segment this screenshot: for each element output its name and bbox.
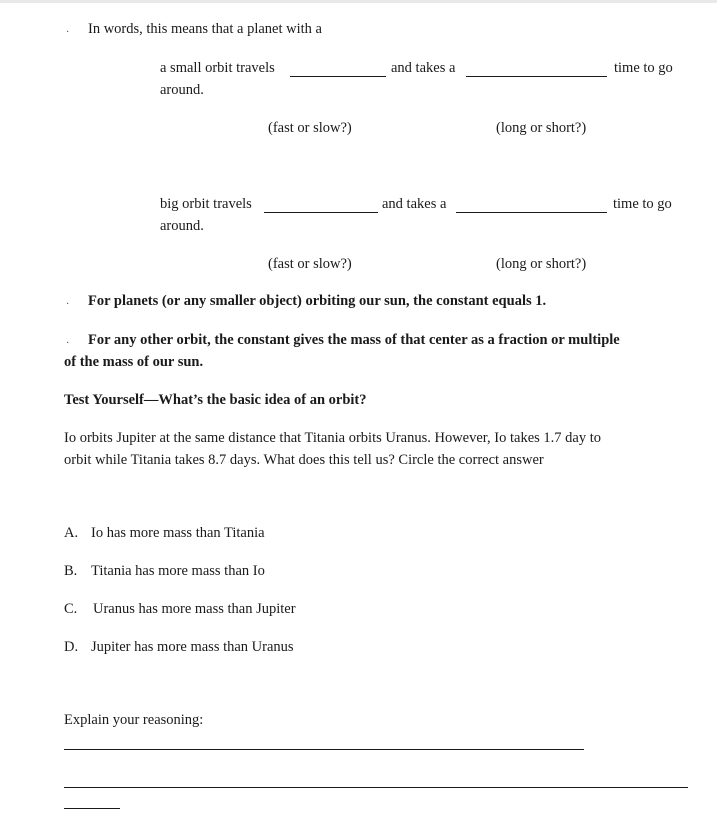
question-line1: Io orbits Jupiter at the same distance that Titania orbits Uranus. However, Io takes 1.7 day to xyxy=(64,430,602,446)
option-c-text[interactable]: Uranus has more mass than Jupiter xyxy=(93,601,296,617)
test-heading: Test Yourself—What’s the basic idea of an orbit? xyxy=(64,392,367,408)
option-d-text[interactable]: Jupiter has more mass than Uranus xyxy=(91,639,294,655)
bullet-marker: · xyxy=(66,338,70,349)
top-edge xyxy=(0,0,717,3)
row2-middle: and takes a xyxy=(382,196,447,212)
bullet-other-line2: of the mass of our sun. xyxy=(64,354,204,370)
blank-time-big[interactable] xyxy=(456,212,607,213)
option-c-letter[interactable]: C. xyxy=(64,601,78,617)
row1-prefix: a small orbit travels xyxy=(160,60,275,76)
blank-time-small[interactable] xyxy=(466,76,607,77)
hint-long-short: (long or short?) xyxy=(496,120,587,136)
option-b-letter[interactable]: B. xyxy=(64,563,78,579)
answer-line-1[interactable] xyxy=(64,749,584,750)
answer-line-3[interactable] xyxy=(64,808,120,809)
blank-speed-small[interactable] xyxy=(290,76,386,77)
hint-long-short: (long or short?) xyxy=(496,256,587,272)
bullet-other-line1: For any other orbit, the constant gives the mass of that center as a fraction or multiple xyxy=(88,332,620,348)
hint-fast-slow: (fast or slow?) xyxy=(268,120,352,136)
row2-prefix: big orbit travels xyxy=(160,196,252,212)
row1-wrap: around. xyxy=(160,82,204,98)
intro-text: In words, this means that a planet with a xyxy=(88,21,322,37)
option-d-letter[interactable]: D. xyxy=(64,639,79,655)
option-a-letter[interactable]: A. xyxy=(64,525,79,541)
row1-middle: and takes a xyxy=(391,60,456,76)
option-b-text[interactable]: Titania has more mass than Io xyxy=(91,563,265,579)
bullet-sun-text: For planets (or any smaller object) orbiting our sun, the constant equals 1. xyxy=(88,293,547,309)
hint-fast-slow: (fast or slow?) xyxy=(268,256,352,272)
explain-label: Explain your reasoning: xyxy=(64,712,204,728)
row2-wrap: around. xyxy=(160,218,204,234)
blank-speed-big[interactable] xyxy=(264,212,378,213)
option-a-text[interactable]: Io has more mass than Titania xyxy=(91,525,265,541)
question-line2: orbit while Titania takes 8.7 days. What does this tell us? Circle the correct answer xyxy=(64,452,544,468)
row2-suffix: time to go xyxy=(613,196,672,212)
bullet-marker: · xyxy=(66,299,70,310)
answer-line-2[interactable] xyxy=(64,787,688,788)
bullet-marker: · xyxy=(66,27,70,38)
row1-suffix: time to go xyxy=(614,60,673,76)
